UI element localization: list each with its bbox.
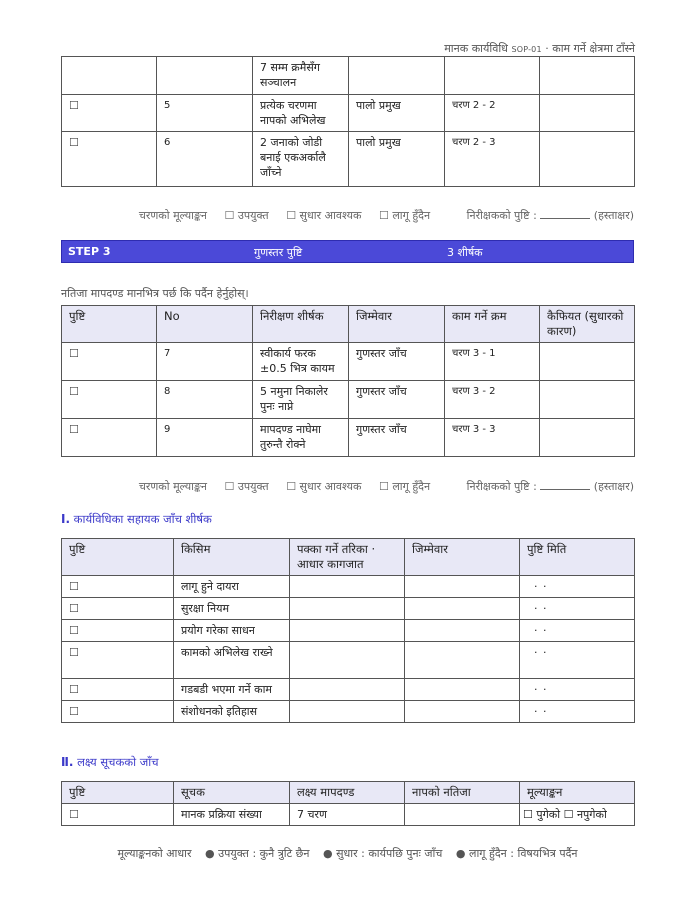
col-header-remark: कैफियत (सुधारको कारण)	[540, 306, 635, 343]
eval-option-na[interactable]: ☐ लागू हुँदैन	[378, 480, 431, 493]
table-row	[62, 620, 635, 642]
order-cell	[445, 57, 540, 95]
result-cell[interactable]	[405, 804, 520, 826]
no-cell	[157, 57, 253, 95]
table-row	[62, 419, 635, 457]
check-cell[interactable]	[62, 57, 157, 95]
table-row	[62, 132, 635, 187]
check-cell[interactable]: ☐	[62, 620, 174, 642]
check-cell[interactable]: ☐	[62, 642, 174, 679]
owner-cell	[349, 57, 445, 95]
col-header-no: No	[157, 306, 253, 343]
assessment-cell[interactable]: ☐ पुगेको ☐ नपुगेको	[520, 804, 635, 826]
legend-item-improve: ● सुधार : कार्यपछि पुनः जाँच	[322, 847, 443, 860]
col-header-kind: किसिम	[174, 539, 290, 576]
table-row	[62, 57, 635, 95]
date-cell[interactable]: · ·	[520, 576, 635, 598]
eval-option-improve[interactable]: ☐ सुधार आवश्यक	[286, 480, 362, 493]
remark-cell[interactable]	[540, 95, 635, 132]
table-header-row	[62, 539, 635, 576]
date-cell[interactable]: · ·	[520, 679, 635, 701]
owner-cell[interactable]	[405, 679, 520, 701]
no-cell: 9	[157, 419, 253, 457]
step-evaluation-line	[0, 208, 634, 223]
owner-cell: गुणस्तर जाँच	[349, 343, 445, 381]
target-cell: 7 चरण	[290, 804, 405, 826]
step3-label: STEP 3	[68, 245, 111, 258]
step2-table	[61, 56, 635, 187]
item-cell: 5 नमुना निकालेर पुनः नाप्ने	[253, 381, 349, 419]
col-header-owner: जिम्मेवार	[349, 306, 445, 343]
eval-option-improve[interactable]: ☐ सुधार आवश्यक	[286, 209, 362, 222]
remark-cell[interactable]	[540, 419, 635, 457]
check-cell[interactable]: ☐	[62, 343, 157, 381]
col-header-check: पुष्टि	[62, 782, 174, 804]
owner-cell: गुणस्तर जाँच	[349, 381, 445, 419]
table-header-row	[62, 782, 635, 804]
col-header-target: लक्ष्य मापदण्ड	[290, 782, 405, 804]
step3-table	[61, 305, 635, 457]
legend-item-na: ● लागू हुँदैन : विषयभित्र पर्दैन	[455, 847, 578, 860]
page-header	[444, 41, 635, 56]
owner-cell[interactable]	[405, 642, 520, 679]
table-row	[62, 576, 635, 598]
legend-label: मूल्याङ्कनको आधार	[117, 847, 192, 860]
item-cell: मापदण्ड नाघेमा तुरुन्तै रोक्ने	[253, 419, 349, 457]
col-header-order: काम गर्ने क्रम	[445, 306, 540, 343]
remark-cell[interactable]	[540, 343, 635, 381]
kind-cell: प्रयोग गरेका साधन	[174, 620, 290, 642]
eval-label: चरणको मूल्याङ्कन	[138, 480, 208, 493]
header-title-suffix: · काम गर्ने क्षेत्रमा टाँस्ने	[541, 42, 635, 55]
order-cell: चरण 3 - 1	[445, 343, 540, 381]
no-cell: 5	[157, 95, 253, 132]
method-cell[interactable]	[290, 620, 405, 642]
section1-numeral: Ⅰ.	[61, 512, 71, 526]
date-cell[interactable]: · ·	[520, 642, 635, 679]
section1-title	[61, 512, 212, 527]
section1-title-text: कार्यविधिका सहायक जाँच शीर्षक	[70, 512, 212, 526]
table-row	[62, 642, 635, 679]
signature-suffix: (हस्ताक्षर)	[593, 480, 634, 493]
no-cell: 7	[157, 343, 253, 381]
owner-cell: पालो प्रमुख	[349, 132, 445, 187]
col-header-date: पुष्टि मिति	[520, 539, 635, 576]
check-cell[interactable]: ☐	[62, 132, 157, 187]
method-cell[interactable]	[290, 701, 405, 723]
section2-title	[61, 755, 159, 770]
step3-intro: नतिजा मापदण्ड मानभित्र पर्छ कि पर्दैन हेर्नुहोस्।	[61, 287, 249, 300]
kind-cell: गडबडी भएमा गर्ने काम	[174, 679, 290, 701]
table-header-row	[62, 306, 635, 343]
table-row	[62, 701, 635, 723]
date-cell[interactable]: · ·	[520, 598, 635, 620]
owner-cell: गुणस्तर जाँच	[349, 419, 445, 457]
header-title-prefix: मानक कार्यविधि	[444, 42, 508, 55]
section2-table	[61, 781, 635, 826]
method-cell[interactable]	[290, 642, 405, 679]
col-header-indicator: सूचक	[174, 782, 290, 804]
signature-field[interactable]	[540, 209, 590, 219]
table-row	[62, 343, 635, 381]
table-row	[62, 381, 635, 419]
check-cell[interactable]: ☐	[62, 95, 157, 132]
method-cell[interactable]	[290, 679, 405, 701]
item-cell: 7 सम्म क्रमैसँग सञ्चालन	[253, 57, 349, 95]
check-cell[interactable]: ☐	[62, 576, 174, 598]
col-header-check: पुष्टि	[62, 539, 174, 576]
col-header-result: नापको नतिजा	[405, 782, 520, 804]
col-header-assessment: मूल्याङ्कन	[520, 782, 635, 804]
step3-title: गुणस्तर पुष्टि	[254, 246, 303, 259]
inspector-signature-label: निरीक्षकको पुष्टि :	[466, 209, 537, 222]
eval-label: चरणको मूल्याङ्कन	[138, 209, 208, 222]
kind-cell: लागू हुने दायरा	[174, 576, 290, 598]
eval-option-na[interactable]: ☐ लागू हुँदैन	[378, 209, 431, 222]
no-cell: 8	[157, 381, 253, 419]
item-cell: 2 जनाको जोडी बनाई एकअर्कालै जाँच्ने	[253, 132, 349, 187]
owner-cell[interactable]	[405, 620, 520, 642]
col-header-item: निरीक्षण शीर्षक	[253, 306, 349, 343]
kind-cell: सुरक्षा नियम	[174, 598, 290, 620]
owner-cell[interactable]	[405, 598, 520, 620]
owner-cell[interactable]	[405, 576, 520, 598]
step-evaluation-line	[0, 479, 634, 494]
order-cell: चरण 2 - 2	[445, 95, 540, 132]
col-header-owner: जिम्मेवार	[405, 539, 520, 576]
date-cell[interactable]: · ·	[520, 701, 635, 723]
table-row	[62, 598, 635, 620]
check-cell[interactable]: ☐	[62, 804, 174, 826]
eval-option-suitable[interactable]: ☐ उपयुक्त	[224, 209, 269, 222]
no-cell: 6	[157, 132, 253, 187]
eval-option-suitable[interactable]: ☐ उपयुक्त	[224, 480, 269, 493]
evaluation-legend	[0, 846, 695, 861]
table-row	[62, 804, 635, 826]
remark-cell[interactable]	[540, 381, 635, 419]
table-row	[62, 95, 635, 132]
step3-bar	[61, 240, 634, 263]
check-cell[interactable]: ☐	[62, 598, 174, 620]
item-cell: प्रत्येक चरणमा नापको अभिलेख	[253, 95, 349, 132]
section2-title-text: लक्ष्य सूचकको जाँच	[73, 755, 159, 769]
method-cell[interactable]	[290, 576, 405, 598]
signature-field[interactable]	[540, 480, 590, 490]
legend-item-suitable: ● उपयुक्त : कुनै त्रुटि छैन	[205, 847, 310, 860]
signature-suffix: (हस्ताक्षर)	[593, 209, 634, 222]
owner-cell: पालो प्रमुख	[349, 95, 445, 132]
section2-numeral: Ⅱ.	[61, 755, 74, 769]
section1-table	[61, 538, 635, 723]
inspector-signature-label: निरीक्षकको पुष्टि :	[466, 480, 537, 493]
check-cell[interactable]: ☐	[62, 679, 174, 701]
table-row	[62, 679, 635, 701]
kind-cell: संशोधनको इतिहास	[174, 701, 290, 723]
step3-count: 3 शीर्षक	[447, 246, 483, 259]
date-cell[interactable]: · ·	[520, 620, 635, 642]
col-header-method: पक्का गर्ने तरिका · आधार कागजात	[290, 539, 405, 576]
kind-cell: कामको अभिलेख राख्ने	[174, 642, 290, 679]
check-cell[interactable]: ☐	[62, 381, 157, 419]
method-cell[interactable]	[290, 598, 405, 620]
owner-cell[interactable]	[405, 701, 520, 723]
order-cell: चरण 3 - 2	[445, 381, 540, 419]
check-cell[interactable]: ☐	[62, 419, 157, 457]
order-cell: चरण 3 - 3	[445, 419, 540, 457]
col-header-check: पुष्टि	[62, 306, 157, 343]
indicator-cell: मानक प्रक्रिया संख्या	[174, 804, 290, 826]
remark-cell[interactable]	[540, 132, 635, 187]
remark-cell[interactable]	[540, 57, 635, 95]
header-code: SOP-01	[511, 45, 542, 54]
item-cell: स्वीकार्य फरक ±0.5 भित्र कायम	[253, 343, 349, 381]
order-cell: चरण 2 - 3	[445, 132, 540, 187]
check-cell[interactable]: ☐	[62, 701, 174, 723]
